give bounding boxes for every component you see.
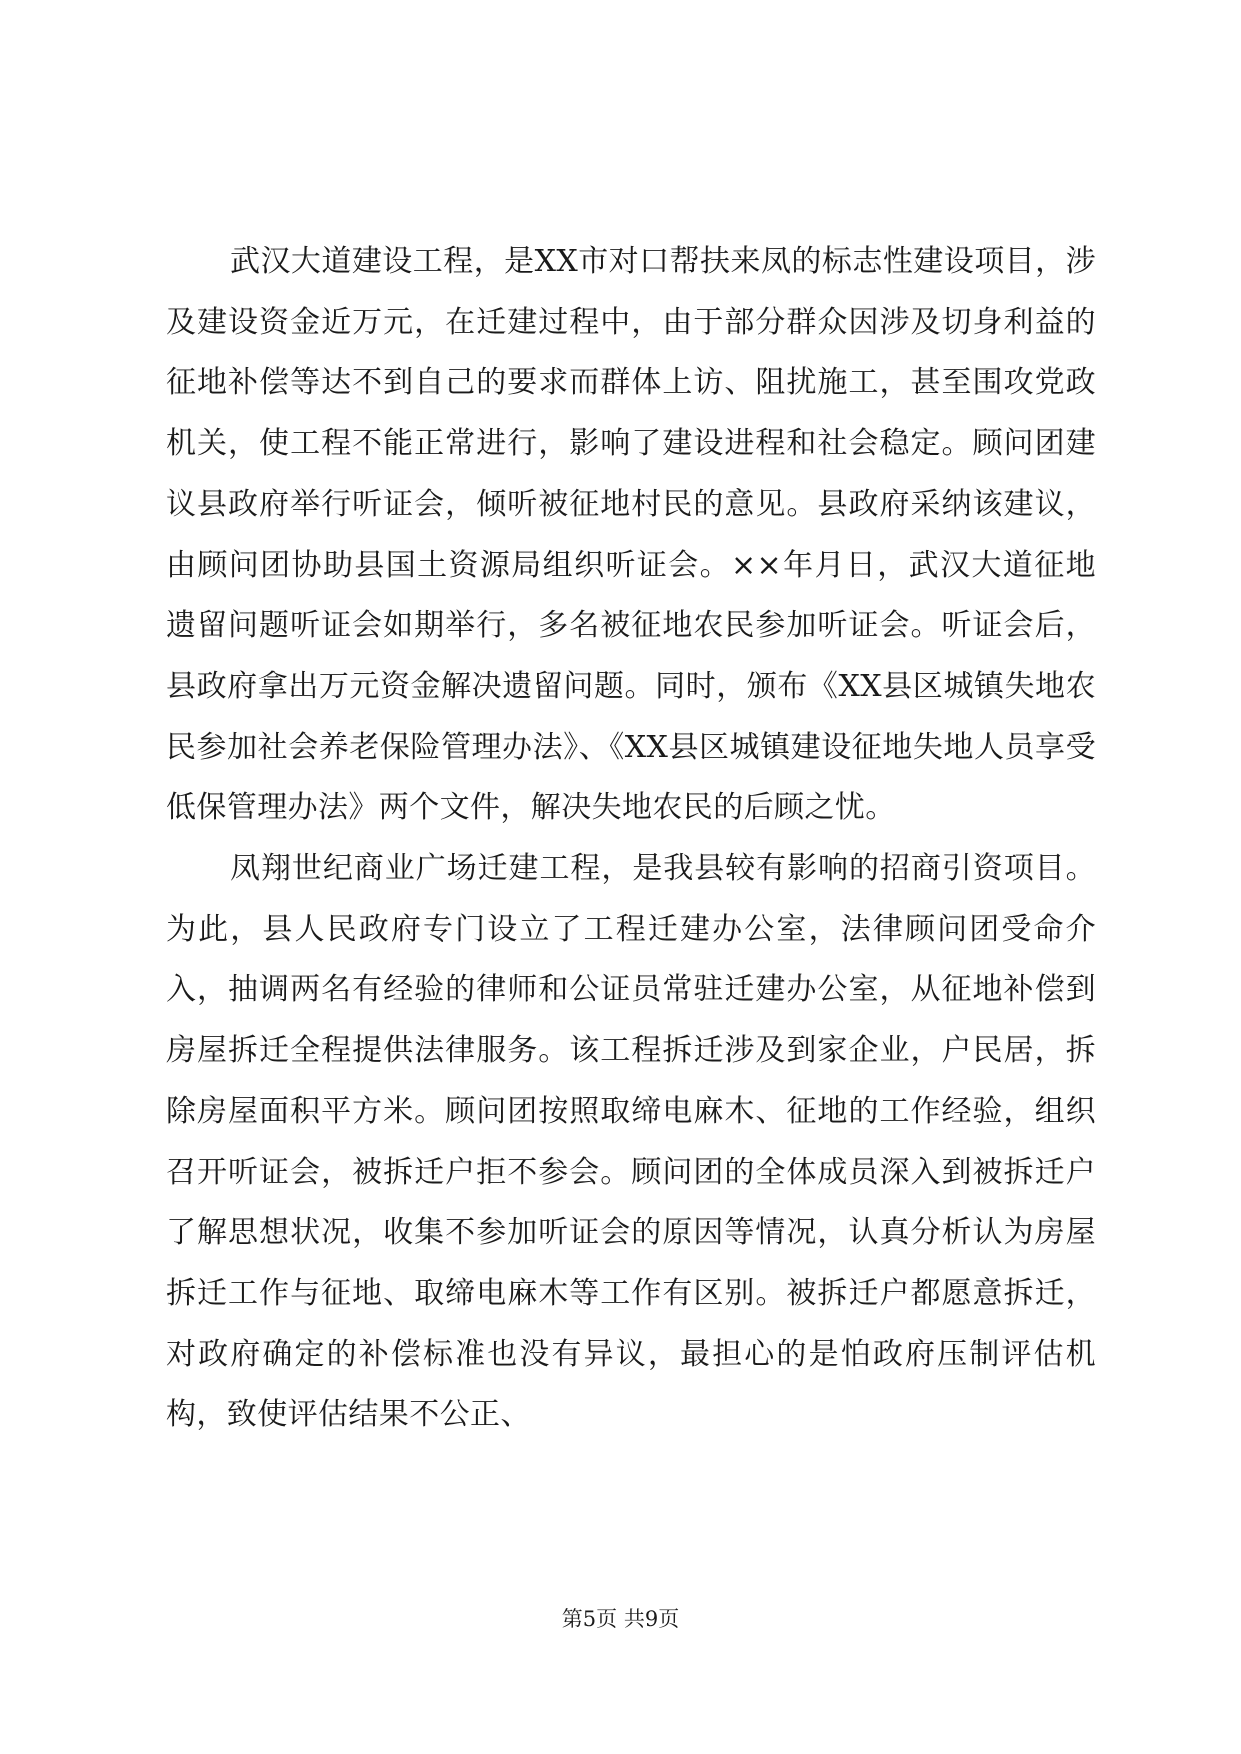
paragraph-fengxiang-plaza: 凤翔世纪商业广场迁建工程，是我县较有影响的招商引资项目。为此，县人民政府专门设立了工程迁建办公室，法律顾问团受命介入，抽调两名有经验的律师和公证员常驻迁建办公室，从征地补偿到房屋拆迁全程提供法律服务。该工程拆迁涉及到家企业，户民居，拆除房屋面积平方米。顾问团按照取缔电麻木、征地的工作经验，组织召开听证会，被拆迁户拒不参会。顾问团的全体成员深入到被拆迁户了解思想状况，收集不参加听证会的原因等情况，认真分析认为房屋拆迁工作与征地、取缔电麻木等工作有区别。被拆迁户都愿意拆迁，对政府确定的补偿标准也没有异议，最担心的是怕政府压制评估机构，致使评估结果不公正、	[166, 851, 1096, 1433]
paragraph-wuhan-avenue: 武汉大道建设工程，是XX市对口帮扶来凤的标志性建设项目，涉及建设资金近万元，在迁建过程中，由于部分群众因涉及切身利益的征地补偿等达不到自己的要求而群体上访、阻扰施工，甚至围攻党政机关，使工程不能正常进行，影响了建设进程和社会稳定。顾问团建议县政府举行听证会，倾听被征地村民的意见。县政府采纳该建议，由顾问团协助县国土资源局组织听证会。××年月日，武汉大道征地遗留问题听证会如期举行，多名被征地农民参加听证会。听证会后，县政府拿出万元资金解决遗留问题。同时，颁布《XX县区城镇失地农民参加社会养老保险管理办法》、《XX县区城镇建设征地失地人员享受低保管理办法》两个文件，解决失地农民的后顾之忧。	[166, 244, 1096, 826]
document-body	[166, 232, 1096, 1446]
page-footer: 第5页 共9页	[561, 1607, 680, 1631]
